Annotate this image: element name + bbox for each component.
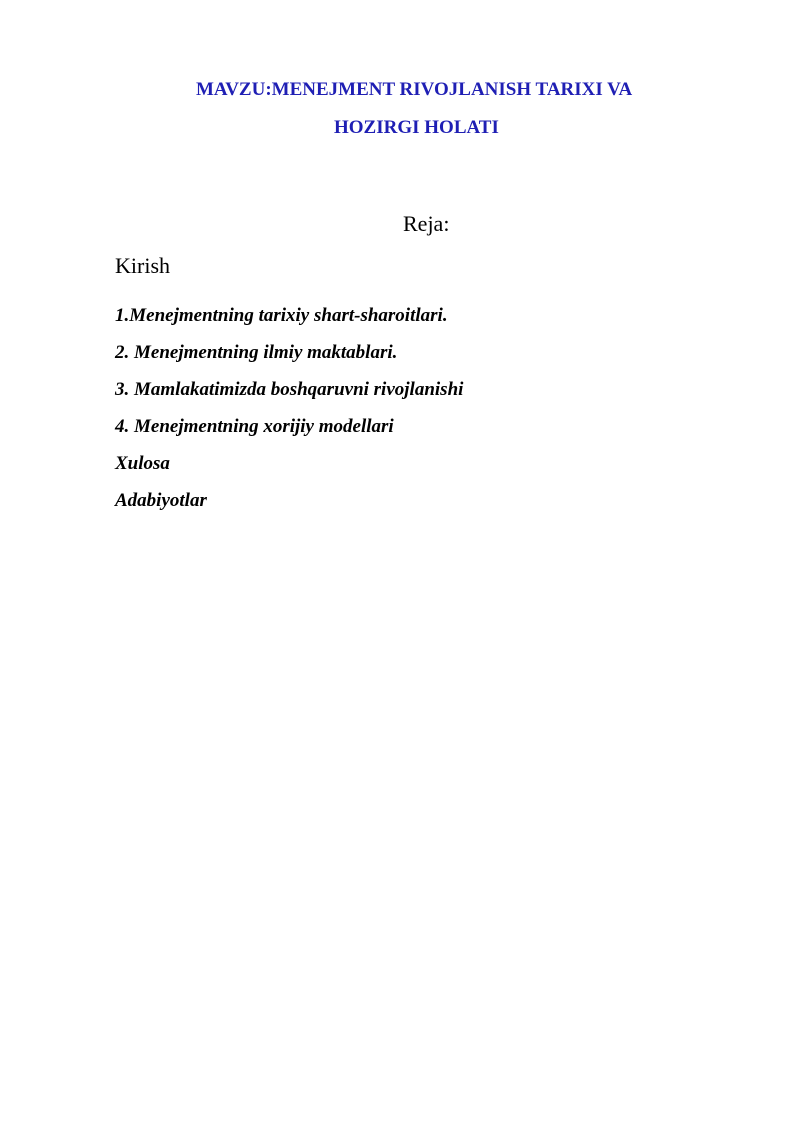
plan-item-3: 3. Mamlakatimizda boshqaruvni rivojlanishi [115, 379, 464, 400]
intro-item: Kirish [115, 253, 170, 278]
document-title-line-2: HOZIRGI HOLATI [334, 117, 499, 138]
document-title-line-1: MAVZU:MENEJMENT RIVOJLANISH TARIXI VA [196, 79, 633, 100]
plan-item-references: Adabiyotlar [115, 490, 207, 511]
plan-item-conclusion: Xulosa [115, 453, 170, 474]
plan-item-4: 4. Menejmentning xorijiy modellari [115, 416, 394, 437]
plan-item-2: 2. Menejmentning ilmiy maktablari. [115, 342, 398, 363]
plan-item-1: 1.Menejmentning tarixiy shart-sharoitlari. [115, 305, 448, 326]
plan-list [115, 297, 463, 519]
plan-heading: Reja: [403, 211, 450, 236]
